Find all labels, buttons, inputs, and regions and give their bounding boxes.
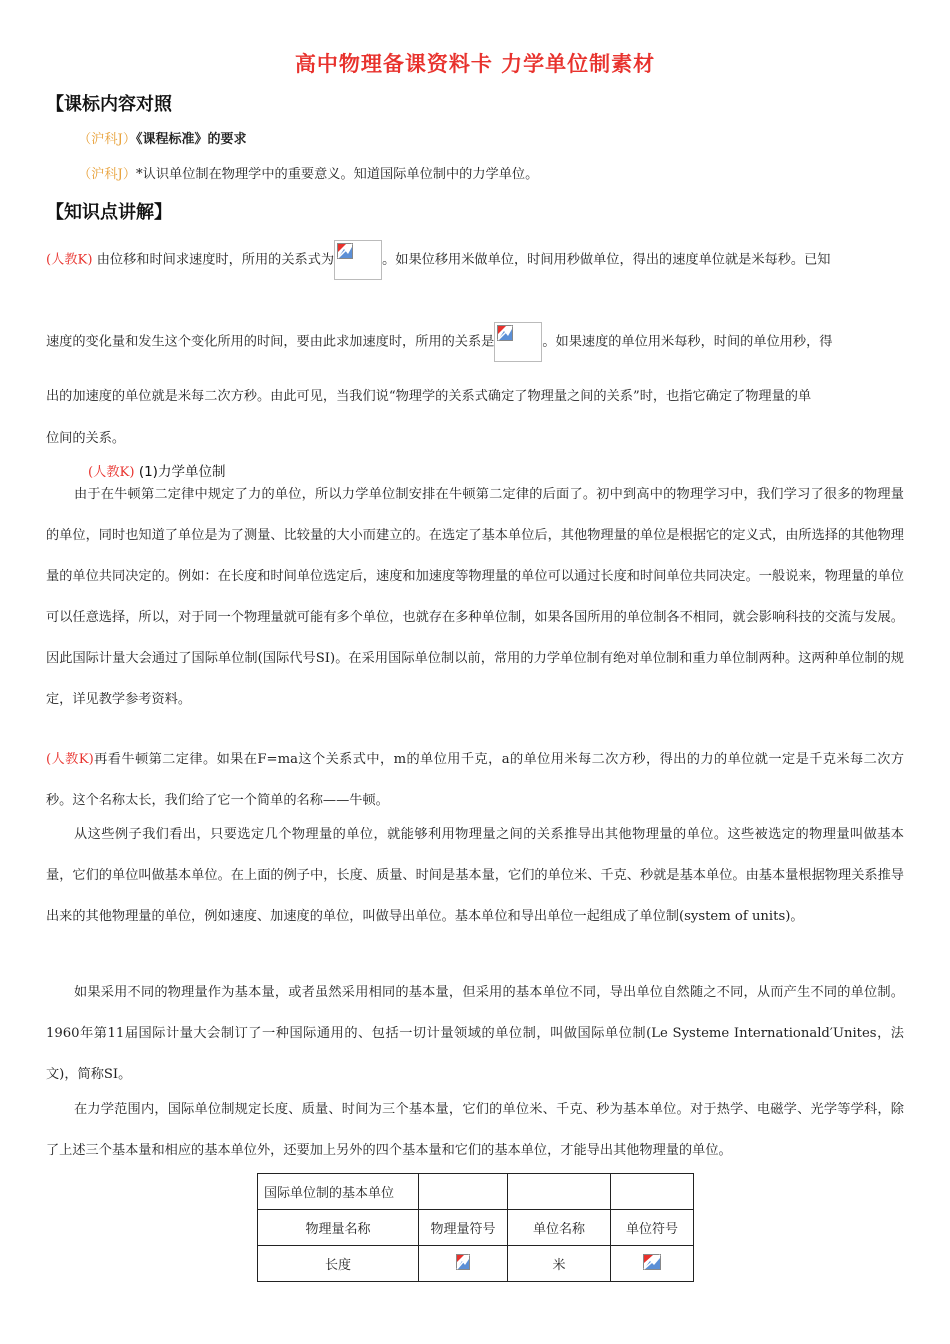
para1-line1 bbox=[46, 240, 830, 280]
para1-text-d: 。如果速度的单位用米每秒，时间的单位用秒，得 bbox=[542, 334, 833, 350]
para1-text-c: 速度的变化量和发生这个变化所用的时间，要由此求加速度时，所用的关系是 bbox=[46, 334, 495, 350]
table-cell: 米 bbox=[508, 1246, 611, 1282]
curriculum-line-1 bbox=[78, 128, 247, 147]
source-tag: (人教K) bbox=[88, 465, 135, 480]
para3-text: 再看牛顿第二定律。如果在F=ma这个关系式中，m的单位用千克，a的单位用米每二次方秒，得出的力的单位就一定是千克米每二次方秒。这个名称太长，我们给了它一个简单的名称——牛顿。 bbox=[46, 752, 904, 808]
table-cell: 长度 bbox=[258, 1246, 419, 1282]
paragraph-si-definition: 如果采用不同的物理量作为基本量，或者虽然采用相同的基本量，但采用的基本单位不同，导出单位自然随之不同，从而产生不同的单位制。1960年第11届国际计量大会制订了一种国际通用的、包括一切计量领域的单位制，叫做国际单位制(Le Systeme Internationald′Unites，法文)，简称SI。 bbox=[46, 985, 904, 1082]
curriculum-text: *认识单位制在物理学中的重要意义。知道国际单位制中的力学单位。 bbox=[136, 167, 539, 182]
section-heading-knowledge: 【知识点讲解】 bbox=[46, 202, 172, 223]
source-tag: (人教K) bbox=[46, 252, 93, 268]
broken-image-icon bbox=[456, 1254, 470, 1270]
paragraph-newton-second-law bbox=[46, 739, 904, 821]
table-caption: 国际单位制的基本单位 bbox=[258, 1174, 419, 1210]
table-header: 物理量符号 bbox=[419, 1210, 508, 1246]
para1-text-b: 。如果位移用米做单位，时间用秒做单位，得出的速度单位就是米每秒。已知 bbox=[382, 252, 831, 268]
paragraph-mechanics-range: 在力学范围内，国际单位制规定长度、质量、时间为三个基本量，它们的单位米、千克、秒为基本单位。对于热学、电磁学、光学等学科，除了上述三个基本量和相应的基本单位外，还要加上另外的四个基本量和它们的基本单位，才能导出其他物理量的单位。 bbox=[46, 1102, 904, 1158]
si-base-units-table bbox=[257, 1173, 694, 1282]
table-row bbox=[258, 1246, 694, 1282]
paragraph-base-units: 从这些例子我们看出，只要选定几个物理量的单位，就能够利用物理量之间的关系推导出其他物理量的单位。这些被选定的物理量叫做基本量，它们的单位叫做基本单位。在上面的例子中，长度、质量、时间是基本量，它们的单位米、千克、秒就是基本单位。由基本量根据物理关系推导出来的其他物理量的单位，例如速度、加速度的单位，叫做导出单位。基本单位和导出单位一起组成了单位制(system of units)。 bbox=[46, 827, 904, 924]
section-heading-curriculum: 【课标内容对照 bbox=[46, 94, 172, 115]
curriculum-requirement: 《课程标准》的要求 bbox=[136, 132, 247, 147]
broken-image-icon bbox=[337, 243, 353, 259]
subheading-text: (1)力学单位制 bbox=[134, 464, 226, 480]
page-title: 高中物理备课资料卡 力学单位制素材 bbox=[294, 52, 656, 76]
para1-text-a: 由位移和时间求速度时，所用的关系式为 bbox=[92, 252, 335, 268]
source-tag: (人教K) bbox=[46, 752, 94, 767]
table-cell bbox=[611, 1246, 694, 1282]
source-tag: （沪科J） bbox=[78, 132, 137, 147]
para1-line2 bbox=[46, 322, 833, 362]
broken-image-icon bbox=[643, 1254, 661, 1270]
para1-line4: 位间的关系。 bbox=[46, 431, 126, 446]
table-header: 物理量名称 bbox=[258, 1210, 419, 1246]
table-header: 单位符号 bbox=[611, 1210, 694, 1246]
source-tag: （沪科J） bbox=[78, 167, 137, 182]
para1-line3: 出的加速度的单位就是米每二次方秒。由此可见，当我们说“物理学的关系式确定了物理量之间的关系”时，也指它确定了物理量的单 bbox=[46, 389, 812, 404]
table-header: 单位名称 bbox=[508, 1210, 611, 1246]
formula-image-velocity bbox=[334, 240, 382, 280]
table-cell bbox=[419, 1246, 508, 1282]
table-header-row bbox=[258, 1210, 694, 1246]
broken-image-icon bbox=[497, 325, 513, 341]
curriculum-line-2 bbox=[78, 163, 538, 182]
table-row bbox=[258, 1174, 694, 1210]
paragraph-unit-system: 由于在牛顿第二定律中规定了力的单位，所以力学单位制安排在牛顿第二定律的后面了。初中到高中的物理学习中，我们学习了很多的物理量的单位，同时也知道了单位是为了测量、比较量的大小而建立的。在选定了基本单位后，其他物理量的单位是根据它的定义式，由所选择的其他物理量的单位共同决定的。例如：在长度和时间单位选定后，速度和加速度等物理量的单位可以通过长度和时间单位共同决定。一般说来，物理量的单位可以任意选择，所以，对于同一个物理量就可能有多个单位，也就存在多种单位制，如果各国所用的单位制各不相同，就会影响科技的交流与发展。因此国际计量大会通过了国际单位制(国际代号SI)。在采用国际单位制以前，常用的力学单位制有绝对单位制和重力单位制两种。这两种单位制的规定，详见教学参考资料。 bbox=[46, 487, 904, 707]
formula-image-acceleration bbox=[494, 322, 542, 362]
